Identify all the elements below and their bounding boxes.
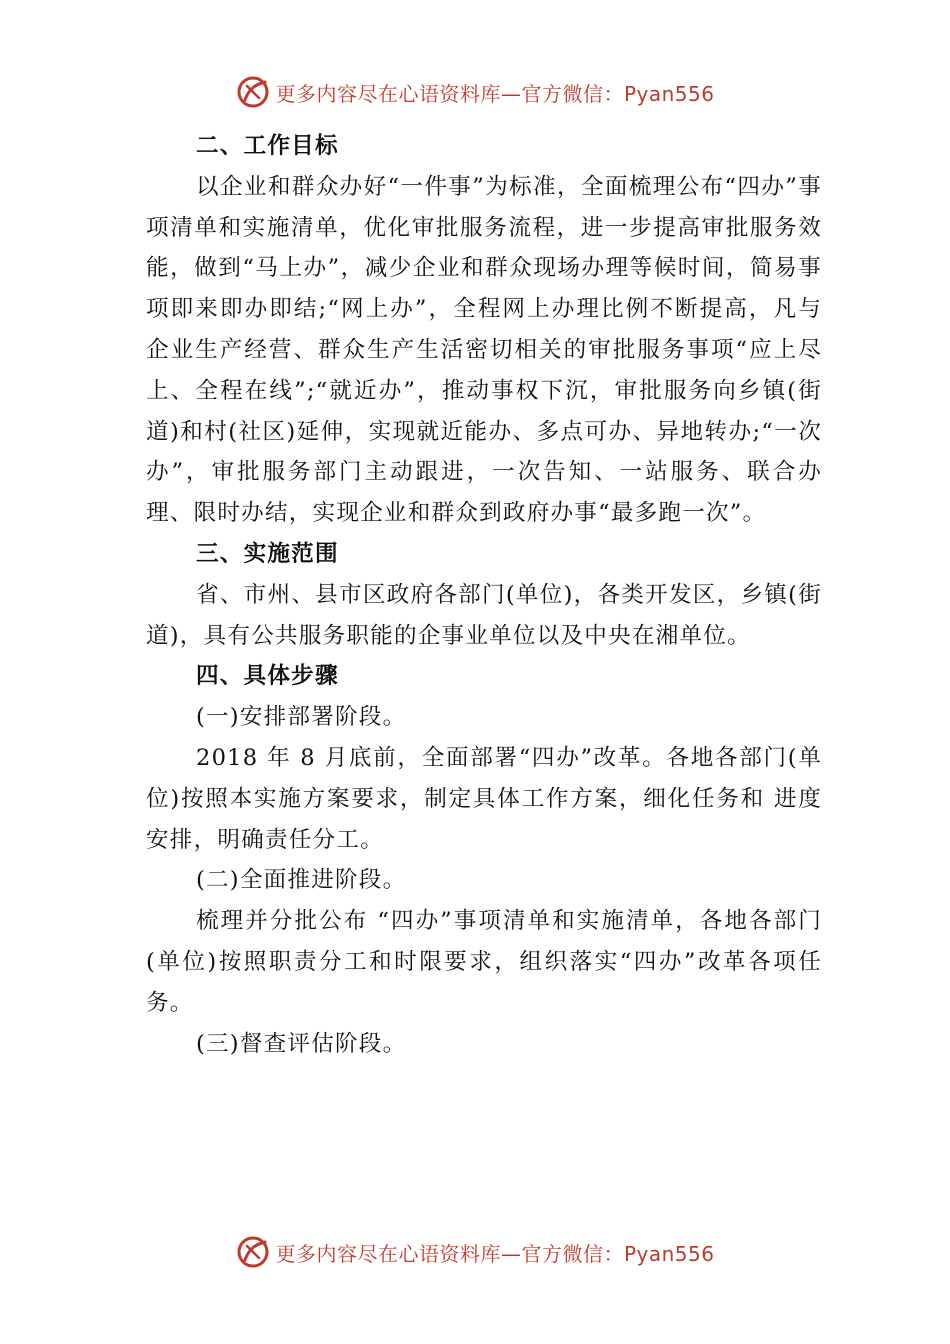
header-banner: [0, 70, 950, 114]
paragraph: 2018 年 8 月底前，全面部署“四办”改革。各地各部门(单位)按照本实施方案要求，制定具体工作方案，细化任务和 进度安排，明确责任分工。: [146, 744, 822, 853]
subheading: (三)督查评估阶段。: [196, 1030, 407, 1057]
footer-banner: [0, 1230, 950, 1274]
paragraph: 以企业和群众办好“一件事”为标准，全面梳理公布“四办”事项清单和实施清单，优化审批服务流程，进一步提高审批服务效能，做到“马上办”，减少企业和群众现场办理等候时间，简易事项即来即办即结;“网上办”，全程网上办理比例不断提高，凡与企业生产经营、群众生产生活密切相关的审批服务事项“应上尽上、全程在线”;“就近办”，推动事权下沉，审批服务向乡镇(街道)和村(社区)延伸，实现就近能办、多点可办、异地转办;“一次办”，审批服务部门主动跟进，一次告知、一站服务、联合办理、限时办结，实现企业和群众到政府办事“最多跑一次”。: [146, 173, 823, 527]
brand-logo-icon: [235, 1234, 271, 1270]
section-heading: 三、实施范围: [196, 540, 339, 567]
subheading: (一)安排部署阶段。: [196, 704, 407, 731]
section-heading: 二、工作目标: [196, 133, 339, 159]
section-heading: 四、具体步骤: [196, 663, 339, 690]
banner-text: 更多内容尽在心语资料库—官方微信：Pyan556: [275, 81, 715, 106]
document-body: [146, 126, 822, 1064]
brand-logo-icon: [235, 74, 271, 110]
banner-text: 更多内容尽在心语资料库—官方微信：Pyan556: [275, 1241, 715, 1266]
paragraph: 梳理并分批公布 “四办”事项清单和实施清单，各地各部门(单位)按照职责分工和时限要求，组织落实“四办”改革各项任务。: [146, 908, 822, 1016]
paragraph: 省、市州、县市区政府各部门(单位)，各类开发区，乡镇(街道)，具有公共服务职能的企事业单位以及中央在湘单位。: [146, 581, 822, 649]
subheading: (二)全面推进阶段。: [196, 867, 407, 894]
